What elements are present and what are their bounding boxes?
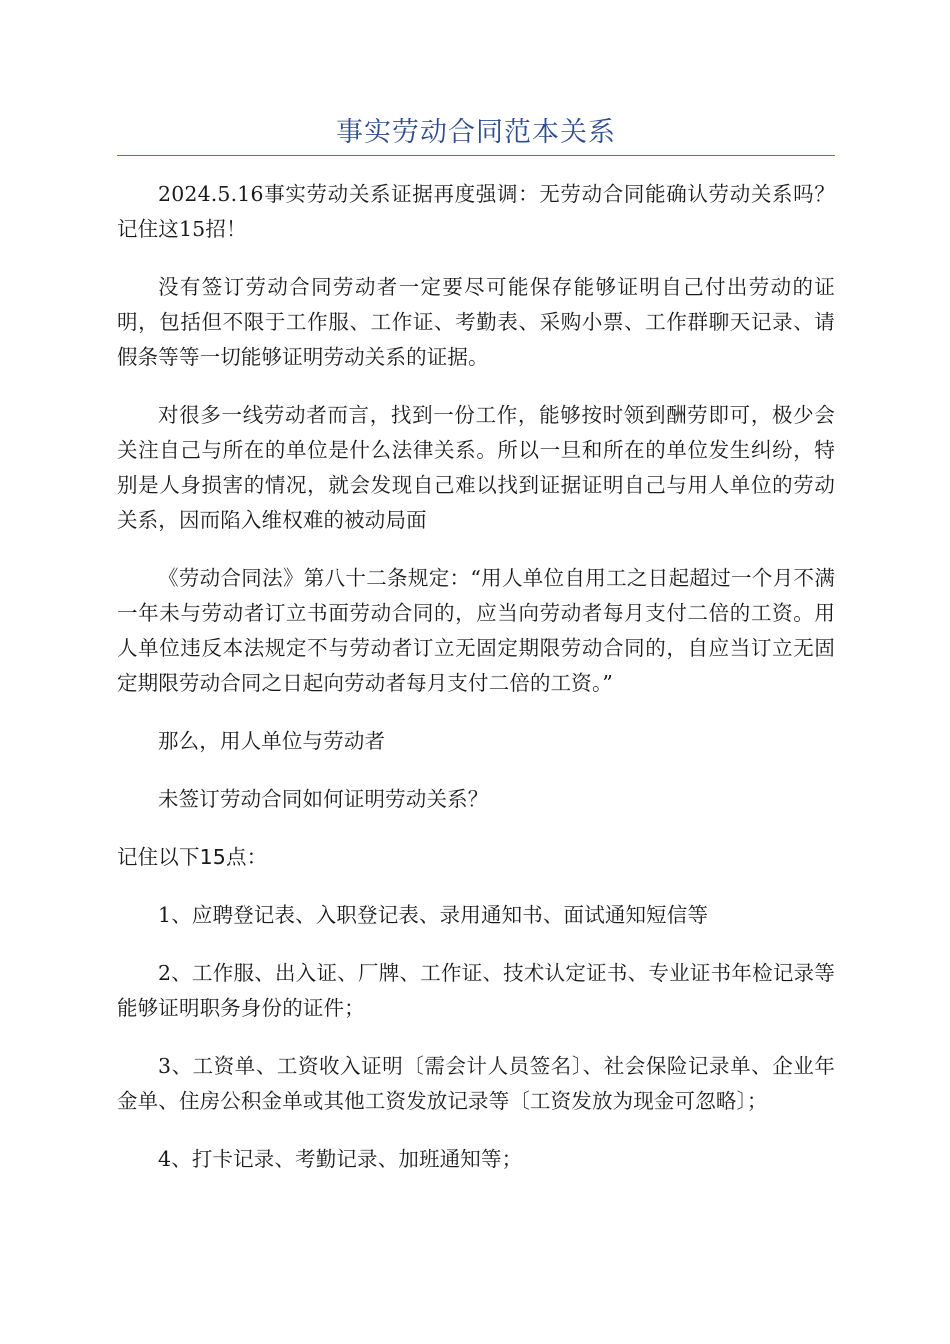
list-item: 2、工作服、出入证、厂牌、工作证、技术认定证书、专业证书年检记录等能够证明职务身份的证件； (117, 961, 835, 1020)
paragraph-remember (117, 840, 835, 875)
remember-prefix: 记住以下 (117, 845, 200, 869)
remember-suffix: 点： (226, 845, 268, 869)
title-underline (117, 155, 835, 156)
paragraph-evidence: 没有签订劳动合同劳动者一定要尽可能保存能够证明自己付出劳动的证明，包括但不限于工作服、工作证、考勤表、采购小票、工作群聊天记录、请假条等等一切能够证明劳动关系的证据。 (117, 275, 835, 369)
list-item: 1、应聘登记表、入职登记表、录用通知书、面试通知短信等 (158, 903, 709, 927)
list-item: 3、工资单、工资收入证明〔需会计人员签名〕、社会保险记录单、企业年金单、住房公积金单或其他工资发放记录等〔工资发放为现金可忽略〕； (117, 1054, 835, 1113)
paragraph-law-article: 《劳动合同法》第八十二条规定：“用人单位自用工之日起超过一个月不满一年未与劳动者订立书面劳动合同的，应当向劳动者每月支付二倍的工资。用人单位违反本法规定不与劳动者订立无固定期限劳动合同的，自应当订立无固定期限劳动合同之日起向劳动者每月支付二倍的工资。” (117, 566, 835, 695)
paragraph-intro: 2024.5.16事实劳动关系证据再度强调：无劳动合同能确认劳动关系吗？记住这15招！ (117, 182, 835, 241)
list-item: 4、打卡记录、考勤记录、加班通知等； (158, 1147, 523, 1171)
paragraph-question: 未签订劳动合同如何证明劳动关系？ (158, 787, 489, 811)
document-title: 事实劳动合同范本关系 (336, 117, 616, 148)
paragraph-question-lead: 那么，用人单位与劳动者 (158, 729, 386, 753)
document-body (117, 177, 835, 1200)
paragraph-background: 对很多一线劳动者而言，找到一份工作，能够按时领到酬劳即可，极少会关注自己与所在的单位是什么法律关系。所以一旦和所在的单位发生纠纷，特别是人身损害的情况，就会发现自己难以找到证据证明自己与用人单位的劳动关系，因而陷入维权难的被动局面 (117, 403, 835, 532)
remember-number: 15 (199, 845, 226, 869)
